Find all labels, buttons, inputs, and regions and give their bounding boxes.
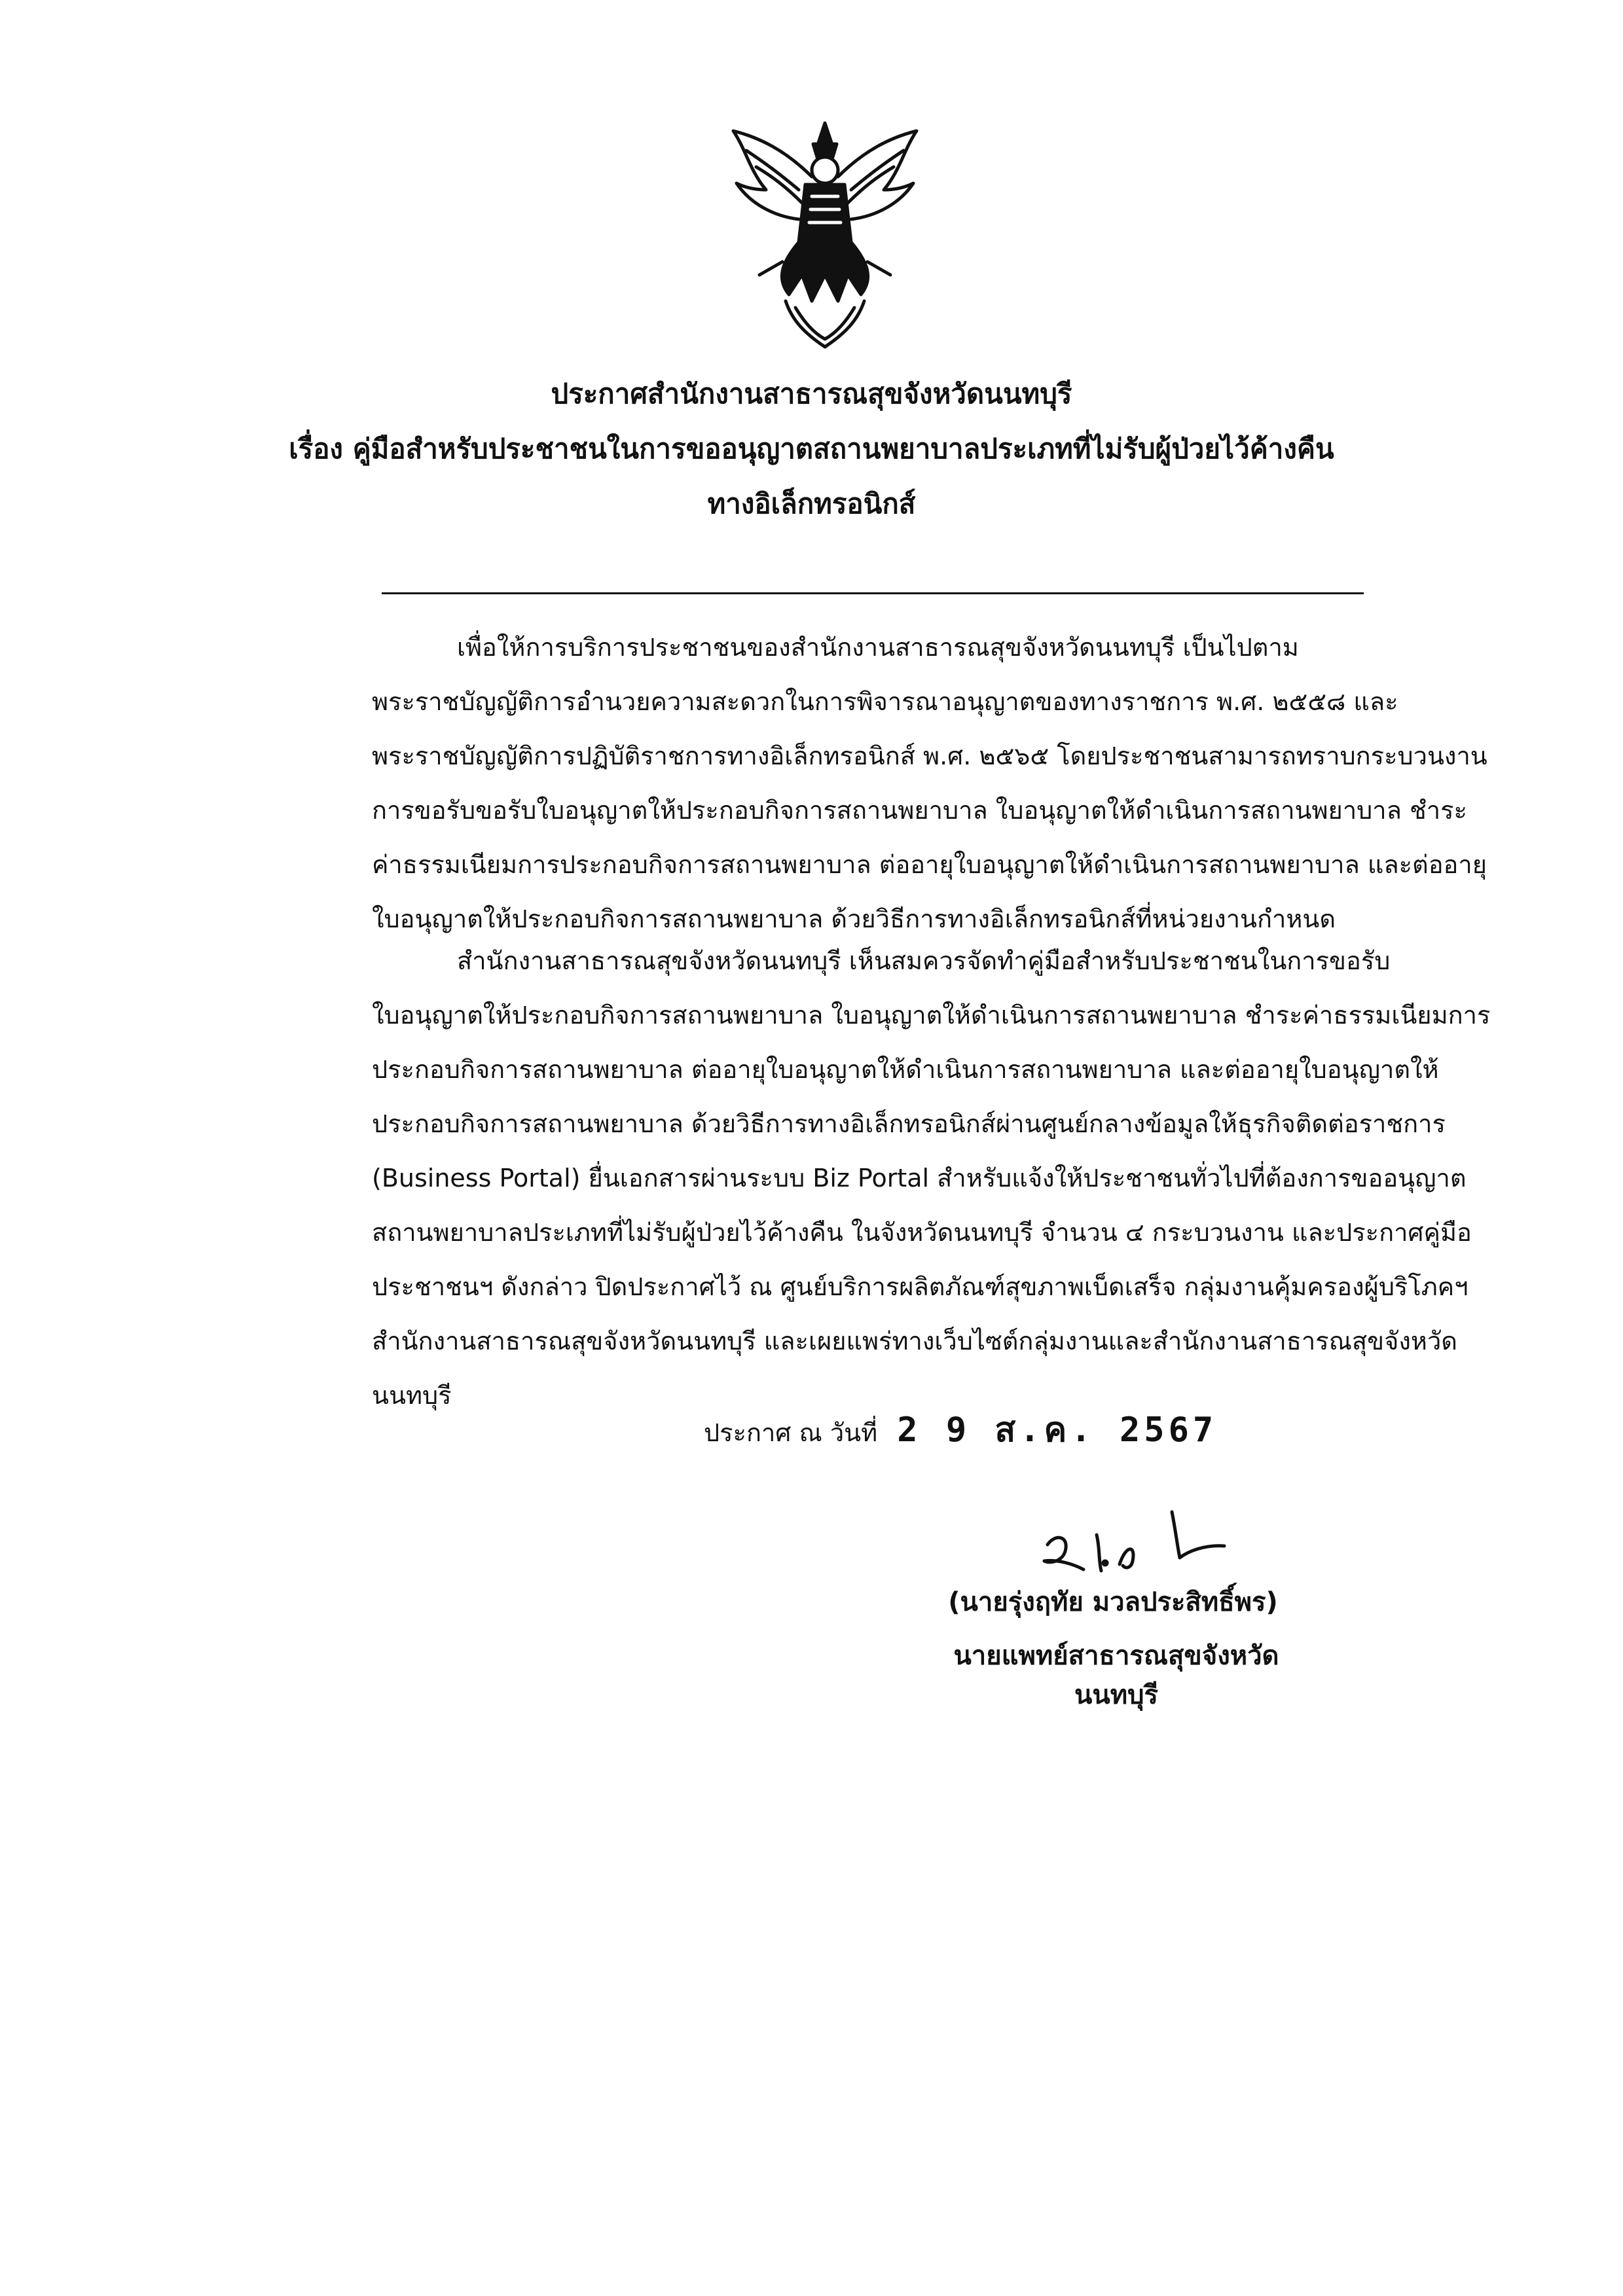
paragraph-line: สำนักงานสาธารณสุขจังหวัดนนทบุรี เห็นสมควรจัดทำคู่มือสำหรับประชาชนในการขอรับ [457,946,1391,975]
title-divider [382,592,1364,594]
body-paragraph-2 [372,934,1491,1423]
paragraph-line: (Business Portal) ยื่นเอกสารผ่านระบบ Biz Portal สำหรับแจ้งให้ประชาชนทั่วไปที่ต้องการขออนุญาต [372,1164,1467,1193]
signatory-name: (นายรุ่งฤทัย มวลประสิทธิ์พร) [948,1587,1278,1617]
handwritten-signature-icon [1028,1499,1237,1584]
paragraph-line: ใบอนุญาตให้ประกอบกิจการสถานพยาบาล ใบอนุญาตให้ดำเนินการสถานพยาบาล ชำระค่าธรรมเนียมการ [372,1001,1491,1030]
subject-line-continued: ทางอิเล็กทรอนิกส์ [707,488,916,520]
paragraph-line: สถานพยาบาลประเภทที่ไม่รับผู้ป่วยไว้ค้างคืน ในจังหวัดนนทบุรี จำนวน ๔ กระบวนงาน และประกาศคู่มือ [372,1218,1472,1247]
body-paragraph-1 [372,620,1487,946]
paragraph-line: สำนักงานสาธารณสุขจังหวัดนนทบุรี และเผยแพร่ทางเว็บไซต์กลุ่มงานและสำนักงานสาธารณสุขจังหวัด [372,1327,1457,1355]
paragraph-line: การขอรับขอรับใบอนุญาตให้ประกอบกิจการสถานพยาบาล ใบอนุญาตให้ดำเนินการสถานพยาบาล ชำระ [372,796,1467,825]
signatory-position: นายแพทย์สาธารณสุขจังหวัดนนทบุรี [953,1641,1279,1710]
paragraph-line: เพื่อให้การบริการประชาชนของสำนักงานสาธารณสุขจังหวัดนนทบุรี เป็นไปตาม [457,633,1299,662]
announcement-title: ประกาศสำนักงานสาธารณสุขจังหวัดนนทบุรี [551,378,1072,410]
paragraph-line: ประกอบกิจการสถานพยาบาล ด้วยวิธีการทางอิเล็กทรอนิกส์ผ่านศูนย์กลางข้อมูลให้ธุรกิจติดต่อราชการ [372,1109,1446,1138]
paragraph-line: นนทบุรี [372,1381,452,1410]
date-prefix: ประกาศ ณ วันที่ [704,1418,878,1447]
paragraph-line: ประกอบกิจการสถานพยาบาล ต่ออายุใบอนุญาตให้ดำเนินการสถานพยาบาล และต่ออายุใบอนุญาตให้ [372,1055,1439,1084]
announcement-date-row [704,1404,1217,1459]
garuda-emblem-icon [720,111,930,360]
paragraph-line: ค่าธรรมเนียมการประกอบกิจการสถานพยาบาล ต่ออายุใบอนุญาตให้ดำเนินการสถานพยาบาล และต่ออายุ [372,850,1487,879]
paragraph-line: พระราชบัญญัติการอำนวยความสะดวกในการพิจารณาอนุญาตของทางราชการ พ.ศ. ๒๕๕๘ และ [372,687,1398,716]
subject-line: เรื่อง คู่มือสำหรับประชาชนในการขออนุญาตสถานพยาบาลประเภทที่ไม่รับผู้ป่วยไว้ค้างคืน [289,433,1334,465]
paragraph-line: ใบอนุญาตให้ประกอบกิจการสถานพยาบาล ด้วยวิธีการทางอิเล็กทรอนิกส์ที่หน่วยงานกำหนด [372,905,1336,933]
paragraph-line: พระราชบัญญัติการปฏิบัติราชการทางอิเล็กทรอนิกส์ พ.ศ. ๒๕๖๕ โดยประชาชนสามารถทราบกระบวนงาน [372,742,1487,770]
announcement-date: 2 9 ส.ค. 2567 [897,1410,1218,1450]
paragraph-line: ประชาชนฯ ดังกล่าว ปิดประกาศไว้ ณ ศูนย์บริการผลิตภัณฑ์สุขภาพเบ็ดเสร็จ กลุ่มงานคุ้มครองผู้บริโภคฯ [372,1272,1468,1301]
